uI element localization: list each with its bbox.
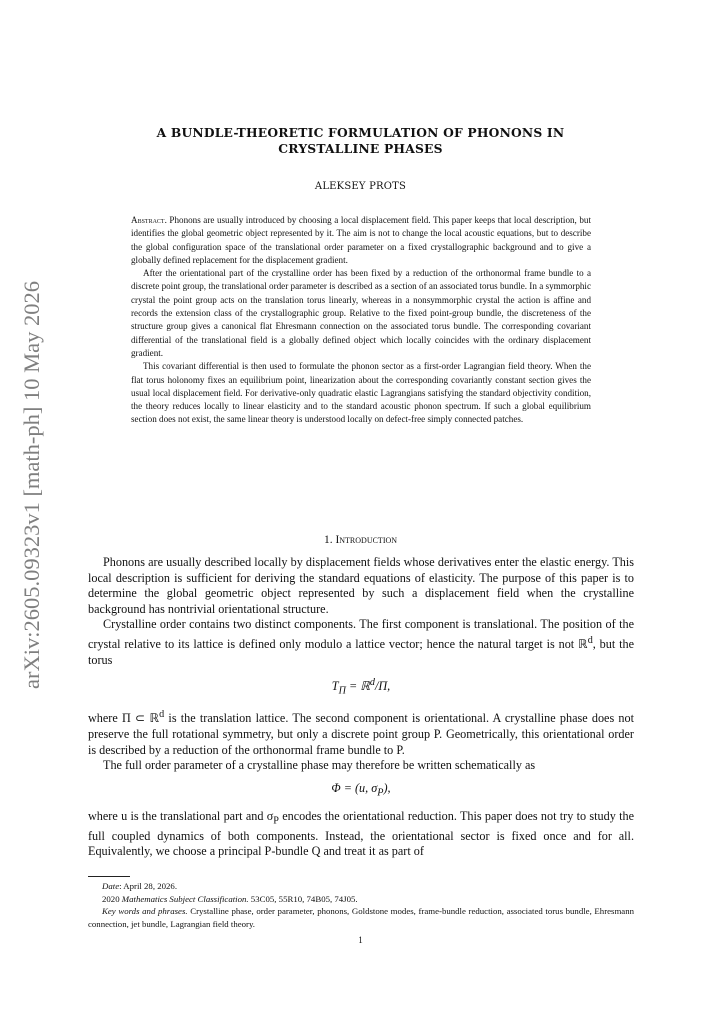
footnote-msc <box>88 893 634 906</box>
equation-torus <box>88 675 634 699</box>
superscript-d: d <box>587 634 593 646</box>
msc-label: Mathematics Subject Classification. <box>121 893 249 904</box>
eq2-end: ), <box>383 780 391 795</box>
keywords-text: Crystalline phase, order parameter, phonons, Goldstone modes, frame-bundle reduction, associated torus bundle, Ehresmann connection, jet bundle, Lagrangian field theory. <box>88 906 634 930</box>
footnote-rule <box>88 876 130 877</box>
msc-codes: 53C05, 55R10, 74B05, 74J05. <box>248 893 358 904</box>
superscript-d-2: d <box>159 709 165 721</box>
eq2-subscript: P <box>377 787 384 799</box>
title-line-1: A BUNDLE-THEORETIC FORMULATION OF PHONONS IN <box>156 125 565 140</box>
abstract-paragraph-2: After the orientational part of the crystalline order has been fixed by a reduction of the orthonormal frame bundle to a discrete point group, the translational order parameter is described as a section of an associated torus bundle. In a symmorphic crystal the point group acts on the translation torus linearly, whereas in a nonsymmorphic crystal the action is affine and records the extension class of the crystallographic group. Relative to the fixed point-group bundle, the discreteness of the structure group gives a canonical flat Ehresmann connection on the associated torus bundle. The corresponding covariant differential of the translational field is a globally defined object which locally coincides with the ordinary displacement gradient. <box>131 268 591 358</box>
body-paragraph-2-text: Crystalline order contains two distinct components. The first component is translational. The position of the crystal relative to its lattice is defined only modulo a lattice vector; hence the natural target is not ℝ <box>88 617 634 652</box>
body-text <box>88 555 634 860</box>
section-title: Introduction <box>335 534 398 546</box>
paper-title <box>88 125 633 156</box>
body-paragraph-5-text: where u is the translational part and σ <box>88 808 274 823</box>
eq1-superscript: d <box>369 677 375 689</box>
body-paragraph-3-text: where Π ⊂ ℝ <box>88 711 160 726</box>
msc-prefix: 2020 <box>102 893 122 904</box>
eq1-symbol: T <box>331 679 339 694</box>
body-paragraph-3 <box>88 707 634 758</box>
body-paragraph-1: Phonons are usually described locally by displacement fields whose derivatives enter the elastic energy. This local description is sufficient for deriving the standard equations of elasticity. The purpose of this paper is to determine the global geometric object represented by such a displacement field when the crystalline background has nontrivial orientational structure. <box>88 555 634 616</box>
footnotes <box>88 880 634 931</box>
abstract-paragraph-3: This covariant differential is then used to formulate the phonon sector as a first-order Lagrangian field theory. When the flat torus holonomy fixes an equilibrium point, linearization about the corresponding covariantly constant section gives the usual local displacement field. For derivative-only quadratic elastic Lagrangians satisfying the standard objectivity condition, the theory reduces locally to linear elasticity and to the standard acoustic phonon spectrum. If such a global equilibrium section does not exist, the same linear theory is understood locally on defect-free simply connected patches. <box>131 361 591 425</box>
author-name: ALEKSEY PROTS <box>314 181 407 192</box>
keywords-label: Key words and phrases. <box>102 906 188 917</box>
body-paragraph-3-rest: is the translation lattice. The second component is orientational. A crystalline phase does not preserve the full rotational symmetry, but only a discrete point group P. Geometrically, this orientational order is described by a reduction of the orthonormal frame bundle to P. <box>88 711 634 757</box>
eq1-mid: = ℝ <box>345 679 370 694</box>
abstract-text-1: Phonons are usually introduced by choosing a local displacement field. This paper keeps that local description, but identifies the global geometric object represented by it. The aim is not to change the local acoustic equations, but to describe the global configuration space of the translational order parameter on a fixed crystallographic background and to give a globally defined replacement for the displacement gradient. <box>131 215 591 265</box>
page-number: 1 <box>358 935 363 945</box>
body-paragraph-5 <box>88 809 634 860</box>
date-label: Date <box>102 881 120 891</box>
eq2-main: Φ = (u, σ <box>331 780 378 795</box>
subscript-p: P <box>273 815 279 827</box>
arxiv-identifier: arXiv:2605.09323v1 [math-ph] 10 May 2026 <box>19 280 44 690</box>
eq1-subscript: Π <box>338 685 346 697</box>
body-paragraph-4: The full order parameter of a crystalline phase may therefore be written schematically as <box>103 758 536 773</box>
eq1-end: /Π, <box>374 679 391 694</box>
body-paragraph-2-end: , but the torus <box>88 637 634 667</box>
equation-order-parameter <box>88 781 634 801</box>
section-heading <box>88 534 633 546</box>
abstract-paragraph-1 <box>131 214 591 267</box>
body-paragraph-2 <box>88 617 634 668</box>
arxiv-sidebar-stamp <box>10 280 55 690</box>
title-line-2: CRYSTALLINE PHASES <box>278 140 443 156</box>
section-number: 1. <box>323 534 333 546</box>
footnote-keywords <box>88 905 634 930</box>
date-value: : April 28, 2026. <box>119 881 178 891</box>
footnote-date <box>88 880 634 893</box>
abstract-label: Abstract. <box>131 215 167 225</box>
abstract <box>131 214 591 427</box>
body-paragraph-5-rest: encodes the orientational reduction. This paper does not try to study the full coupled dynamics of both components. Instead, the orientational sector is fixed once and for all. Equivalently, we choose a principal P-bundle Q and treat it as part of <box>88 808 634 859</box>
